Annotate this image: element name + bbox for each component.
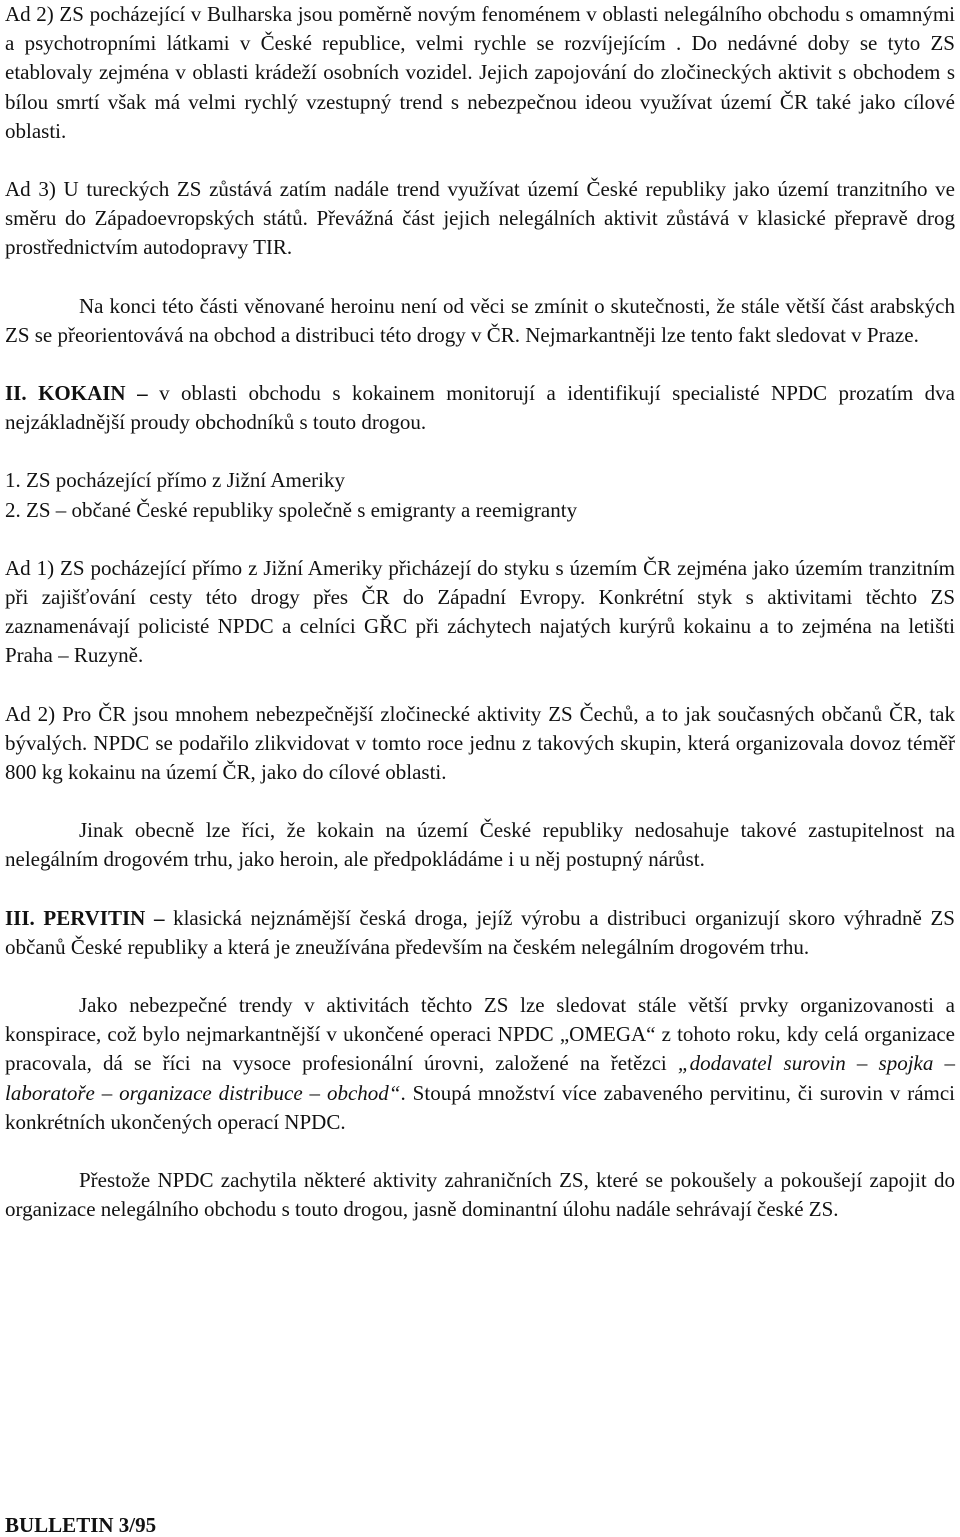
document-page <box>5 0 955 1225</box>
paragraph-pervitin-intro-text: klasická nejznámější česká droga, jejíž výrobu a distribuci organizují skoro výhradně ZS občanů České republiky a která je zneužívána především na českém nelegálním drogovém trhu. <box>5 905 955 959</box>
paragraph-pervitin-trends-text-a: Jako nebezpečné trendy v aktivitách těchto ZS lze sledovat stále větší prvky organizovanosti a konspirace, což bylo nejmarkantnější v ukončené operaci NPDC „OMEGA“ z tohoto roku, kdy celá organizace pracovala, dá se říci na vysoce profesionální úrovni, založené na řetězci <box>5 993 955 1076</box>
paragraph-cocaine-outlook: Jinak obecně lze říci, že kokain na území České republiky nedosahuje takové zastupitelnost na nelegálním drogovém trhu, jako heroin, ale předpokládáme i u něj postupný nárůst. <box>5 818 955 872</box>
paragraph-cocaine-intro <box>5 379 955 437</box>
paragraph-heroin-arab: Na konci této části věnované heroinu není od věci se zmínit o skutečnosti, že stále větší část arabských ZS se přeorientovává na obchod a distribuci této drogy v ČR. Nejmarkantněji lze tento fakt sledovat v Praze. <box>5 293 955 347</box>
list-item: 2. ZS – občané České republiky společně s emigranty a reemigranty <box>5 497 578 522</box>
paragraph-bulgaria: Ad 2) ZS pocházející v Bulharska jsou poměrně novým fenoménem v oblasti nelegálního obchodu s omamnými a psychotropními látkami v České republice, velmi rychle se rozvíjejícím . Do nedávné doby se tyto ZS etablovaly zejména v oblasti krádeží osobních vozidel. Jejich zapojování do zločineckých aktivit s obchodem s bílou smrtí však má velmi rychlý vzestupný trend s nebezpečnou ideou využívat území ČR také jako cílové oblasti. <box>5 2 955 143</box>
paragraph-pervitin-chain: „dodavatel surovin – spojka – laboratoře – organizace distribuce – obchod“ <box>5 1051 955 1105</box>
paragraph-czech-groups: Ad 2) Pro ČR jsou mnohem nebezpečnější zločinecké aktivity ZS Čechů, a to jak současných občanů ČR, tak bývalých. NPDC se podařilo zlikvidovat v tomto roce jednu z takových skupin, která organizovala dovoz téměř 800 kg kokainu na území ČR, jako do cílové oblasti. <box>5 701 955 785</box>
paragraph-south-america: Ad 1) ZS pocházející přímo z Jižní Ameriky přicházejí do styku s územím ČR zejména jako územím tranzitním při zajišťování cesty této drogy přes ČR do Západní Evropy. Konkrétní styk s aktivitami těchto ZS zaznamenávají policisté NPDC a celníci GŘC při záchytech najatých kurýrů kokainu a to zejména na letišti Praha – Ruzyně. <box>5 555 955 668</box>
paragraph-pervitin-trends <box>5 991 955 1137</box>
footer-bulletin-label: BULLETIN 3/95 <box>5 1513 157 1537</box>
section-heading-kokain: II. KOKAIN – <box>5 381 148 406</box>
paragraph-pervitin-foreign: Přestože NPDC zachytila některé aktivity zahraničních ZS, které se pokoušely a pokoušejí zapojit do organizace nelegálního obchodu s touto drogou, jasně dominantní úlohu nadále sehrávají české ZS. <box>5 1168 955 1222</box>
paragraph-pervitin-intro <box>5 904 955 962</box>
list-item: 1. ZS pocházející přímo z Jižní Ameriky <box>5 468 345 493</box>
paragraph-cocaine-intro-text: v oblasti obchodu s kokainem monitorují a identifikují specialisté NPDC prozatím dva nejzákladnější proudy obchodníků s touto drogou. <box>5 381 955 435</box>
section-heading-pervitin: III. PERVITIN – <box>5 905 165 930</box>
paragraph-turkey: Ad 3) U tureckých ZS zůstává zatím nadále trend využívat území České republiky jako území tranzitního ve směru do Západoevropských států. Převážná část jejich nelegálních aktivit zůstává v klasické přepravě drog prostřednictvím autodopravy TIR. <box>5 177 955 260</box>
paragraph-pervitin-trends-text-b: . Stoupá množství více zabaveného pervitinu, či surovin v rámci konkrétních ukončených operací NPDC. <box>5 1080 956 1134</box>
